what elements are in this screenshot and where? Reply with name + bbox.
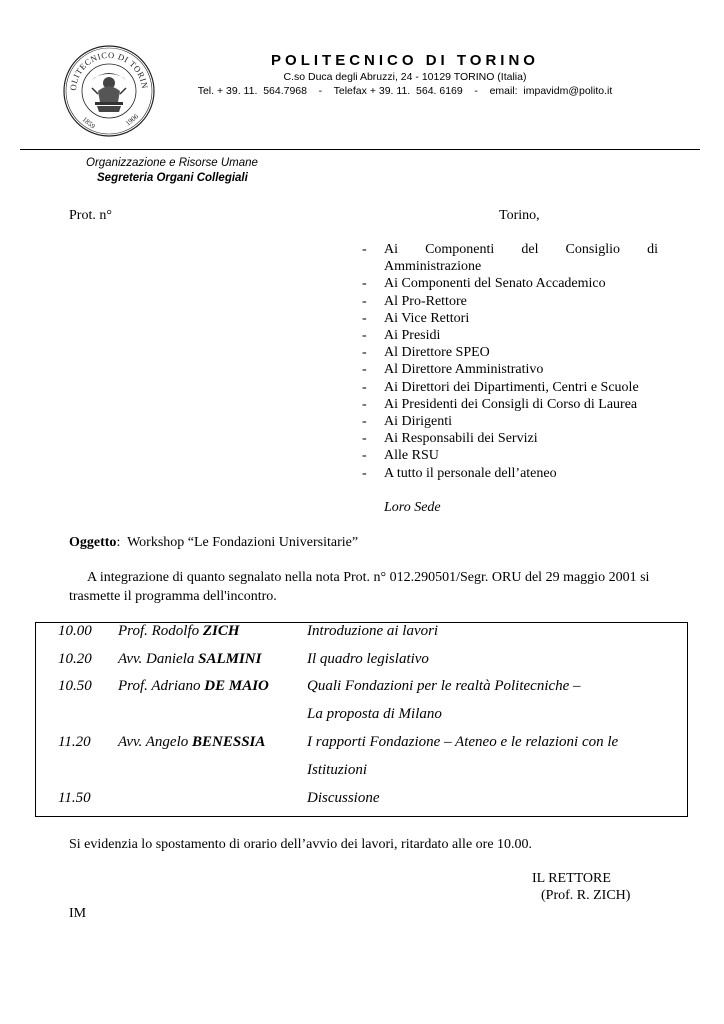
recipient-text: Ai Presidi [384, 328, 441, 344]
recipient-item [362, 344, 658, 361]
recipient-text: Ai Dirigenti [384, 414, 453, 430]
list-dash: - [362, 465, 367, 481]
list-dash: - [362, 448, 367, 464]
program-topic: I rapporti Fondazione – Ateneo e le relazioni con le [307, 734, 619, 750]
university-seal [62, 44, 156, 138]
program-time: 10.50 [58, 678, 92, 694]
word: Componenti [425, 242, 495, 257]
program-speaker [118, 678, 269, 695]
subject-label: Oggetto [69, 535, 117, 550]
recipient-item [362, 447, 658, 464]
list-dash: - [362, 379, 367, 395]
word: Consiglio [565, 242, 620, 257]
recipient-text: Al Direttore Amministrativo [384, 362, 544, 378]
speaker-name: Prof. Rodolfo [118, 623, 200, 639]
program-topic: Discussione [307, 790, 380, 806]
recipient-first-line [384, 241, 658, 258]
word: del [521, 242, 539, 257]
recipient-text: Ai Vice Rettori [384, 310, 470, 326]
speaker-surname: SALMINI [198, 651, 262, 667]
list-dash: - [362, 276, 367, 292]
program-time: 10.00 [58, 623, 92, 639]
office-unit: Segreteria Organi Collegiali [97, 172, 248, 184]
recipient-item [362, 310, 658, 327]
program-topic: La proposta di Milano [307, 706, 442, 722]
subject-colon: : [116, 535, 121, 550]
loro-sede: Loro Sede [384, 500, 441, 515]
place-date: Torino, [499, 208, 540, 223]
recipient-item [362, 293, 658, 310]
program-time: 10.20 [58, 651, 92, 667]
institution-address: C.so Duca degli Abruzzi, 24 - 10129 TORINO (Italia) [283, 71, 527, 83]
institution-contacts: Tel. + 39. 11. 564.7968 - Telefax + 39. 11. 564. 6169 - email: impavidm@polito.it [197, 85, 613, 97]
speaker-surname: BENESSIA [192, 734, 266, 750]
speaker-name: Avv. Angelo [118, 734, 189, 750]
list-dash: - [362, 328, 367, 344]
program-topic: Quali Fondazioni per le realtà Politecniche – [307, 678, 581, 694]
speaker-name: Prof. Adriano [118, 678, 201, 694]
recipient-text: Ai Componenti del Senato Accademico [384, 276, 606, 292]
recipient-item [362, 241, 658, 275]
header-divider [20, 149, 700, 150]
schedule-note: Si evidenzia lo spostamento di orario dell’avvio dei lavori, ritardato alle ore 10.00. [69, 837, 533, 852]
seal-ring-text: OLITECNICO DI TORIN [67, 49, 151, 91]
typist-initials: IM [69, 906, 87, 921]
protocol-number: Prot. n° [69, 208, 112, 223]
program-speaker [118, 623, 240, 640]
list-dash: - [362, 414, 367, 430]
signature-role: IL RETTORE [532, 871, 611, 886]
recipient-continuation: Amministrazione [384, 259, 482, 275]
recipient-text: Al Direttore SPEO [384, 345, 490, 361]
program-time: 11.50 [58, 790, 91, 806]
recipient-item [362, 361, 658, 378]
seal-year-right: 1906 [124, 112, 141, 128]
speaker-surname: ZICH [202, 623, 240, 639]
recipient-item [362, 275, 658, 292]
recipient-item [362, 413, 658, 430]
recipients-list [362, 241, 658, 482]
program-topic: Introduzione ai lavori [307, 623, 439, 639]
recipient-text: Ai Direttori dei Dipartimenti, Centri e Scuole [384, 379, 639, 395]
list-dash: - [362, 310, 367, 326]
signature-name: (Prof. R. ZICH) [541, 888, 631, 903]
speaker-name: Avv. Daniela [118, 651, 195, 667]
program-speaker [118, 734, 265, 751]
recipient-item [362, 465, 658, 482]
speaker-surname: DE MAIO [204, 678, 269, 694]
list-dash: - [362, 362, 367, 378]
seal-year-left: 1859 [80, 115, 97, 131]
list-dash: - [362, 242, 367, 257]
recipient-text: Alle RSU [384, 448, 439, 464]
seal-graphic [62, 44, 156, 138]
list-dash: - [362, 431, 367, 447]
program-speaker [118, 651, 261, 668]
recipient-text: Ai Presidenti dei Consigli di Corso di Laurea [384, 396, 638, 412]
recipient-text: A tutto il personale dell’ateneo [384, 465, 557, 481]
recipient-item [362, 379, 658, 396]
office-department: Organizzazione e Risorse Umane [86, 157, 258, 169]
word: di [647, 242, 658, 257]
program-topic: Il quadro legislativo [307, 651, 429, 667]
recipient-text: Al Pro-Rettore [384, 293, 467, 309]
recipient-item [362, 327, 658, 344]
subject-text: Workshop “Le Fondazioni Universitarie” [127, 535, 359, 550]
recipient-item [362, 430, 658, 447]
subject-line [69, 535, 358, 551]
program-table [35, 622, 688, 817]
recipient-text: Ai Responsabili dei Servizi [384, 431, 538, 447]
program-topic: Istituzioni [307, 762, 368, 778]
list-dash: - [362, 396, 367, 412]
institution-name: POLITECNICO DI TORINO [271, 52, 539, 69]
recipient-item [362, 396, 658, 413]
list-dash: - [362, 345, 367, 361]
program-time: 11.20 [58, 734, 91, 750]
word: Ai [384, 242, 398, 257]
list-dash: - [362, 293, 367, 309]
intro-paragraph: A integrazione di quanto segnalato nella nota Prot. n° 012.290501/Segr. ORU del 29 maggio 2001 si trasmette il programma dell'incontro. [69, 570, 650, 604]
